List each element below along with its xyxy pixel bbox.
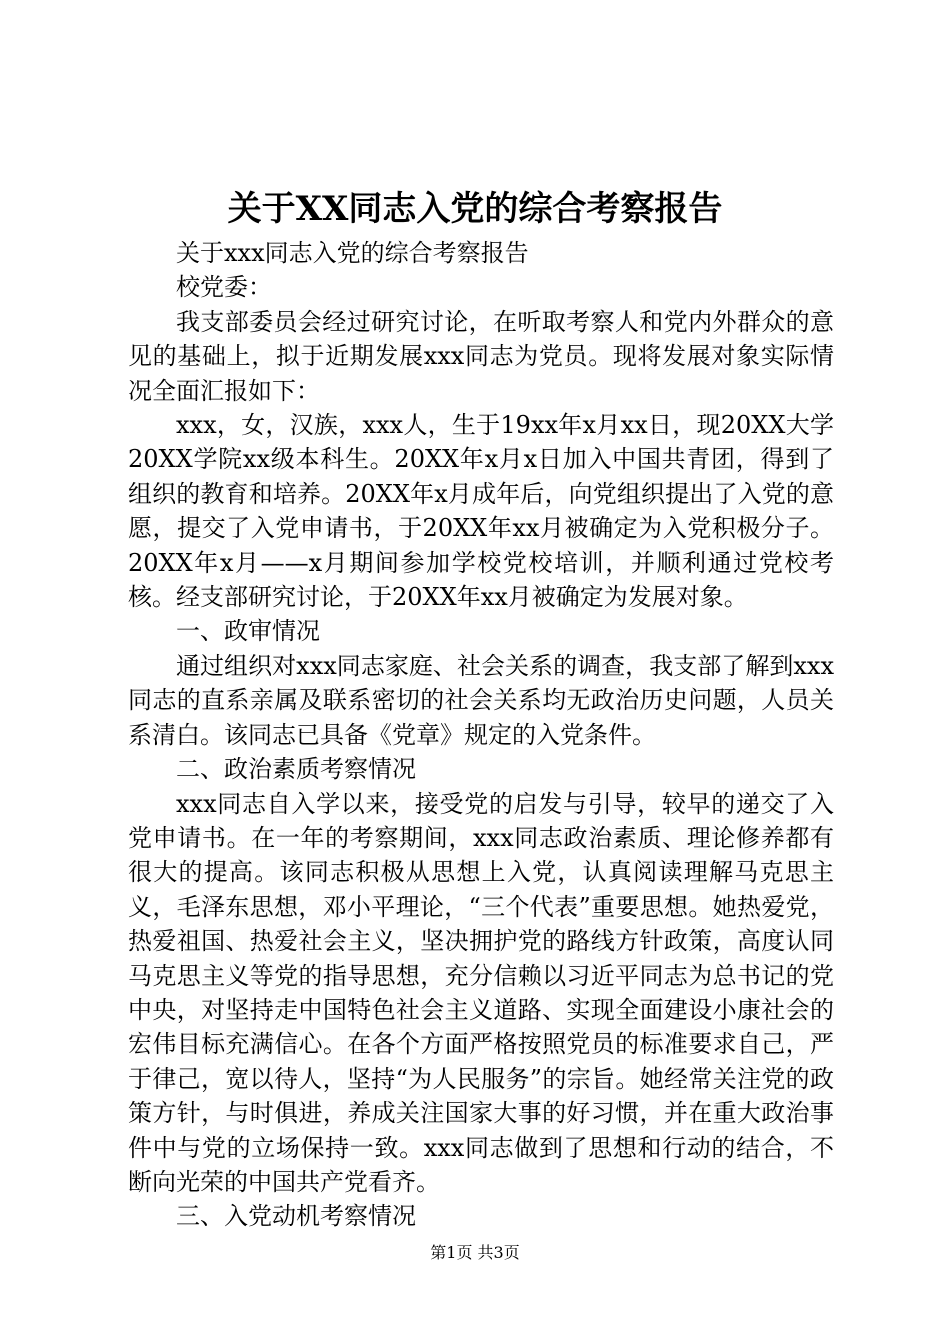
paragraph-subtitle: 关于xxx同志入党的综合考察报告 [176, 239, 529, 267]
paragraph-political-review: 通过组织对xxx同志家庭、社会关系的调查，我支部了解到xxx同志的直系亲属及联系密切的社会关系均无政治历史问题，人员关系清白。该同志已具备《党章》规定的入党条件。 [128, 651, 834, 749]
paragraph-intro: 我支部委员会经过研究讨论，在听取考察人和党内外群众的意见的基础上，拟于近期发展xxx同志为党员。现将发展对象实际情况全面汇报如下： [128, 307, 834, 405]
document-title: 关于XX同志入党的综合考察报告 [227, 189, 723, 229]
paragraph-basic-info: xxx，女，汉族，xxx人，生于19xx年x月xx日，现20XX大学20XX学院xx级本科生。20XX年x月x日加入中国共青团，得到了组织的教育和培养。20XX年x月成年后，向党组织提出了入党的意愿，提交了入党申请书，于20XX年xx月被确定为入党积极分子。20XX年x月——x月期间参加学校党校培训，并顺利通过党校考核。经支部研究讨论，于20XX年xx月被确定为发展对象。 [128, 411, 834, 612]
section-heading-2: 二、政治素质考察情况 [176, 755, 416, 784]
section-heading-1: 一、政审情况 [176, 617, 320, 646]
section-heading-3: 三、入党动机考察情况 [176, 1202, 416, 1231]
paragraph-addressee: 校党委： [176, 273, 272, 302]
document-body [128, 236, 834, 1234]
page-footer: 第1页 共3页 [430, 1243, 520, 1262]
paragraph-political-quality: xxx同志自入学以来，接受党的启发与引导，较早的递交了入党申请书。在一年的考察期间，xxx同志政治素质、理论修养都有很大的提高。该同志积极从思想上入党，认真阅读理解马克思主义，毛泽东思想，邓小平理论，“三个代表”重要思想。她热爱党，热爱祖国、热爱社会主义，坚决拥护党的路线方针政策，高度认同马克思主义等党的指导思想，充分信赖以习近平同志为总书记的党中央，对坚持走中国特色社会主义道路、实现全面建设小康社会的宏伟目标充满信心。在各个方面严格按照党员的标准要求自己，严于律己，宽以待人，坚持“为人民服务”的宗旨。她经常关注党的政策方针，与时俱进，养成关注国家大事的好习惯，并在重大政治事件中与党的立场保持一致。xxx同志做到了思想和行动的结合，不断向光荣的中国共产党看齐。 [128, 789, 834, 1196]
